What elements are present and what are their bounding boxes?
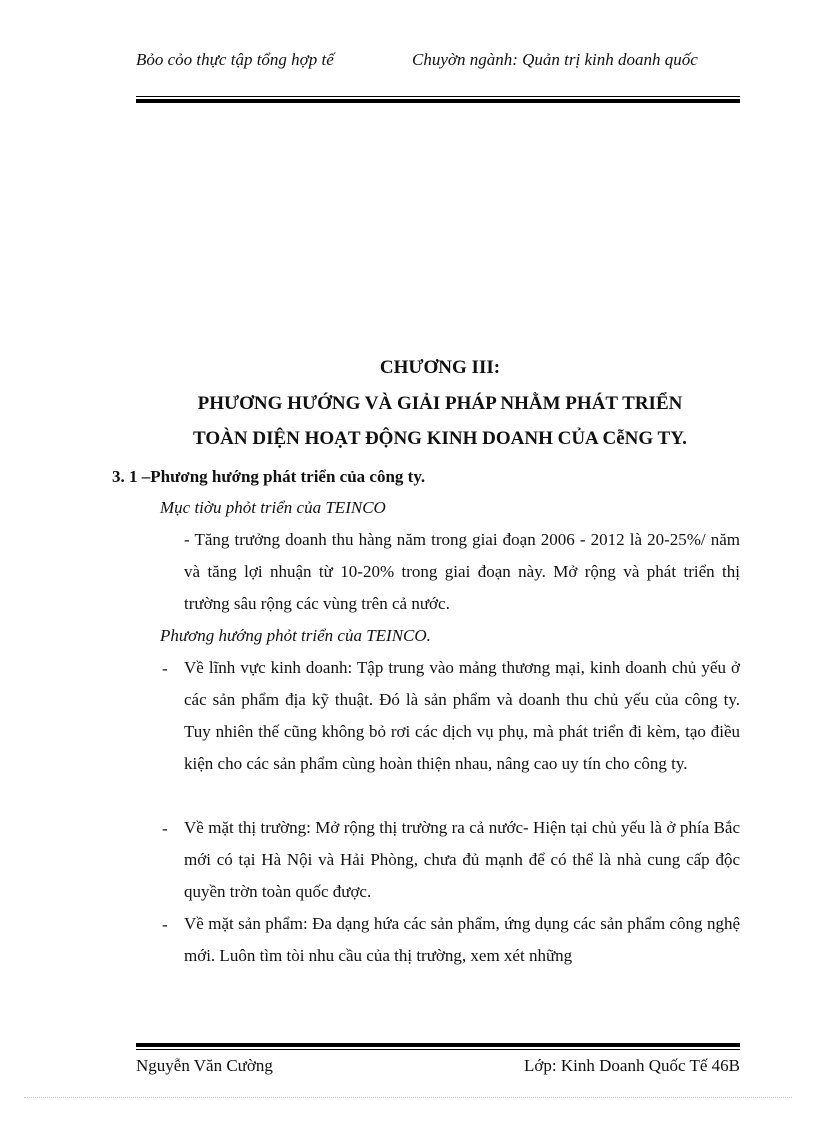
bullet-mark: - <box>162 819 168 838</box>
chapter-title-line-2: TOÀN DIỆN HOẠT ĐỘNG KINH DOANH CỦA CễNG TY. <box>193 428 687 449</box>
bullet-mark: - <box>162 915 168 934</box>
footer-author: Nguyễn Văn Cường <box>136 1056 273 1075</box>
chapter-title-line-1: PHƯƠNG HƯỚNG VÀ GIẢI PHÁP NHẰM PHÁT TRIỂN <box>197 393 683 414</box>
bullet-business-field: Về lĩnh vực kinh doanh: Tập trung vào mảng thương mại, kinh doanh chủ yếu ở các sản phẩm địa kỹ thuật. Đó là sản phẩm và doanh thu chủ yếu của công ty. Tuy nhiên thế cũng không bỏ rơi các dịch vụ phụ, mà phát triển đi kèm, tạo điều kiện cho các sản phẩm cùng hoàn thiện nhau, nâng cao uy tín cho công ty. <box>184 658 740 773</box>
header-major: Chuyờn ngành: Quản trị kinh doanh quốc <box>412 50 698 69</box>
header-report-title: Bỏo cỏo thực tập tổng hợp tế <box>136 50 334 69</box>
footer-class: Lớp: Kinh Doanh Quốc Tế 46B <box>524 1056 740 1075</box>
bullet-product: Về mặt sản phẩm: Đa dạng hứa các sản phẩm, ứng dụng các sản phẩm công nghệ mới. Luôn tìm tòi nhu cầu của thị trường, xem xét những <box>184 914 740 965</box>
page-edge-dotted-line <box>24 1097 792 1098</box>
section-heading: 3. 1 –Phương hướng phát triển của công ty. <box>112 467 426 486</box>
bullet-mark: - <box>162 659 168 678</box>
footer-rule-thin <box>136 1049 740 1050</box>
header-rule-thick <box>136 99 740 103</box>
footer-rule-thick <box>136 1043 740 1047</box>
bullet-market: Về mặt thị trường: Mở rộng thị trường ra cả nước- Hiện tại chủ yếu là ở phía Bắc mới có tại Hà Nội và Hải Phòng, chưa đủ mạnh để có thể là nhà cung cấp độc quyền trờn toàn quốc được. <box>184 818 740 901</box>
goal-paragraph: - Tăng trưởng doanh thu hàng năm trong giai đoạn 2006 - 2012 là 20-25%/ năm và tăng lợi nhuận từ 10-20% trong giai đoạn này. Mở rộng và phát triển thị trường sâu rộng các vùng trên cả nước. <box>184 530 740 613</box>
goal-label: Mục tiờu phỏt triển của TEINCO <box>160 498 386 517</box>
chapter-number: CHƯƠNG III: <box>379 357 501 378</box>
header-rule-thin <box>136 96 740 97</box>
direction-label: Phương hướng phỏt triển của TEINCO. <box>160 626 431 645</box>
